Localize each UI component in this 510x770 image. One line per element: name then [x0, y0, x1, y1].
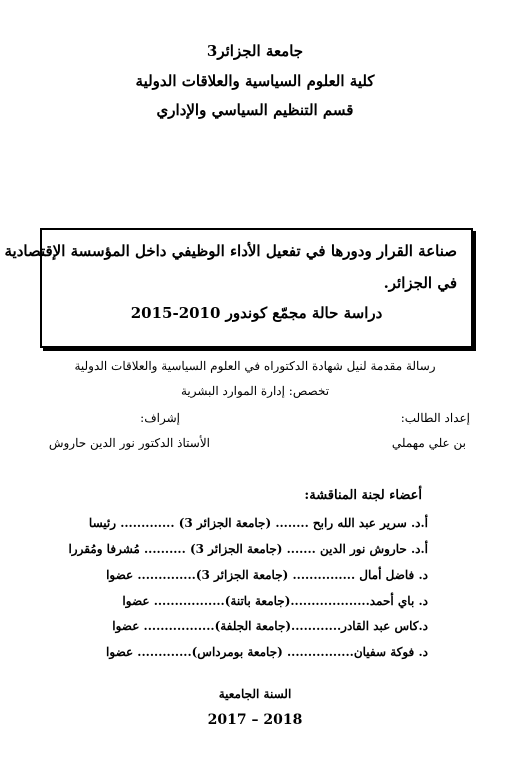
thesis-title-box	[4, 228, 473, 348]
committee-member: د. باي أحمد...................(جامعة باتنة)................. عضوا	[122, 594, 428, 608]
committee-member: أ.د. سرير عبد الله رابح ........ (جامعة الجزائر 3) ............. رئيسا	[88, 516, 428, 530]
committee-member: أ.د. حاروش نور الدين ....... (جامعة الجزائر 3) .......... مُشرفا ومُقررا	[68, 542, 428, 556]
thesis-title-line-2: في الجزائر.	[383, 274, 457, 292]
committee-title: أعضاء لجنة المناقشة:	[304, 488, 422, 503]
student-name: بن علي مهملي	[391, 436, 466, 450]
thesis-title-line-3: دراسة حالة مجمّع كوندور 2010-2015	[130, 304, 383, 322]
academic-year-label: السنة الجامعية	[218, 687, 292, 701]
department-name: قسم التنظيم السياسي والإداري	[156, 101, 354, 119]
thesis-statement: رسالة مقدمة لنيل شهادة الدكتوراه في العلوم السياسية والعلاقات الدولية	[74, 359, 436, 373]
faculty-name: كلية العلوم السياسية والعلاقات الدولية	[135, 72, 375, 90]
committee-member: د.كاس عبد القادر............(جامعة الجلفة)................. عضوا	[112, 619, 428, 633]
supervisor-name: الأستاذ الدكتور نور الدين حاروش	[48, 436, 210, 450]
committee-member: د. فاضل أمال ............... (جامعة الجزائر 3).............. عضوا	[106, 568, 428, 582]
academic-year: 2018 – 2017	[207, 712, 303, 728]
supervision-label: إشراف:	[140, 411, 180, 425]
committee-member: د. فوكة سفيان................ (جامعة بومرداس)............. عضوا	[106, 645, 428, 659]
prepared-by-label: إعداد الطالب:	[400, 411, 470, 425]
thesis-specialty: تخصص: إدارة الموارد البشرية	[180, 384, 330, 398]
university-name: جامعة الجزائر3	[206, 42, 304, 60]
thesis-title-line-1: صناعة القرار ودورها في تفعيل الأداء الوظيفي داخل المؤسسة الإقتصادية	[4, 242, 457, 260]
